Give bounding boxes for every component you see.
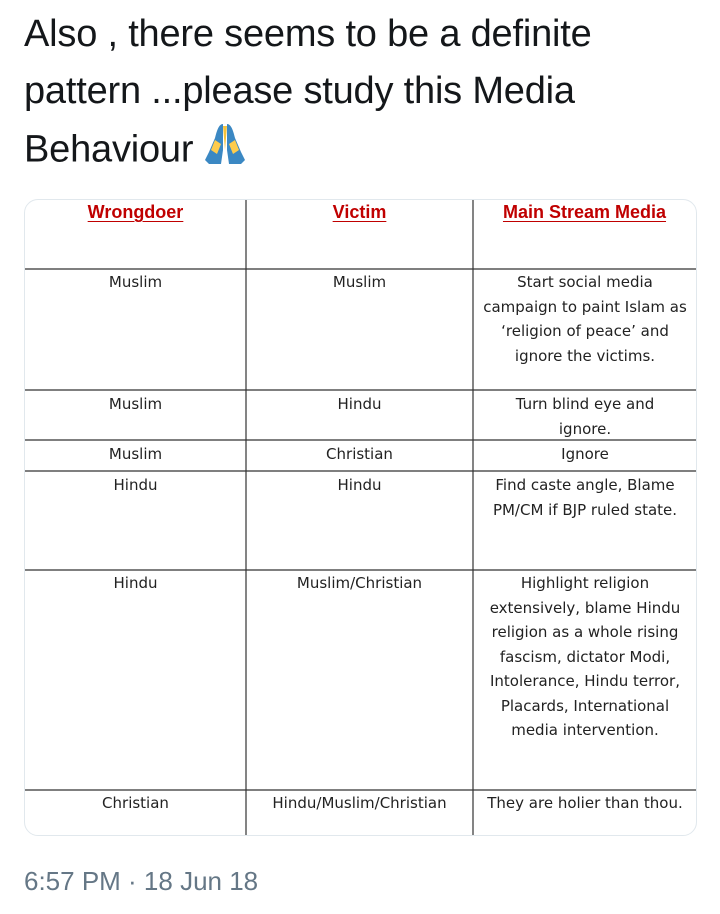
folded-hands-icon [199, 120, 251, 183]
cell-victim: Christian [326, 445, 393, 463]
header-victim: Victim [332, 202, 387, 222]
cell-media: Highlight religion extensively, blame Hindu religion as a whole rising fascism, dictator Modi, Intolerance, Hindu terror, Placards, International media intervention. [489, 574, 681, 739]
cell-wrongdoer: Muslim [108, 273, 163, 291]
tweet-text [24, 6, 714, 183]
cell-media: Find caste angle, Blame PM/CM if BJP ruled state. [492, 476, 678, 519]
cell-victim: Hindu [337, 476, 382, 494]
cell-media: They are holier than thou. [487, 794, 683, 812]
cell-victim: Hindu/Muslim/Christian [272, 794, 447, 812]
cell-victim: Muslim/Christian [296, 574, 423, 592]
tweet-text-body: Also , there seems to be a definite pattern ...please study this Media Behaviour [24, 13, 592, 171]
header-media: Main Stream Media [502, 202, 667, 222]
cell-wrongdoer: Christian [102, 794, 169, 812]
cell-media: Start social media campaign to paint Islam as ‘religion of peace’ and ignore the victims. [483, 273, 687, 365]
cell-media: Ignore [561, 445, 609, 463]
cell-victim: Muslim [332, 273, 387, 291]
cell-wrongdoer: Muslim [108, 445, 163, 463]
tweet-timestamp[interactable]: 6:57 PM · 18 Jun 18 [24, 866, 259, 896]
cell-wrongdoer: Muslim [108, 395, 163, 413]
cell-media: Turn blind eye and ignore. [515, 395, 655, 438]
table-image[interactable] [24, 199, 697, 836]
cell-wrongdoer: Hindu [113, 574, 158, 592]
cell-victim: Hindu [337, 395, 382, 413]
header-wrongdoer: Wrongdoer [87, 202, 184, 222]
cell-wrongdoer: Hindu [113, 476, 158, 494]
